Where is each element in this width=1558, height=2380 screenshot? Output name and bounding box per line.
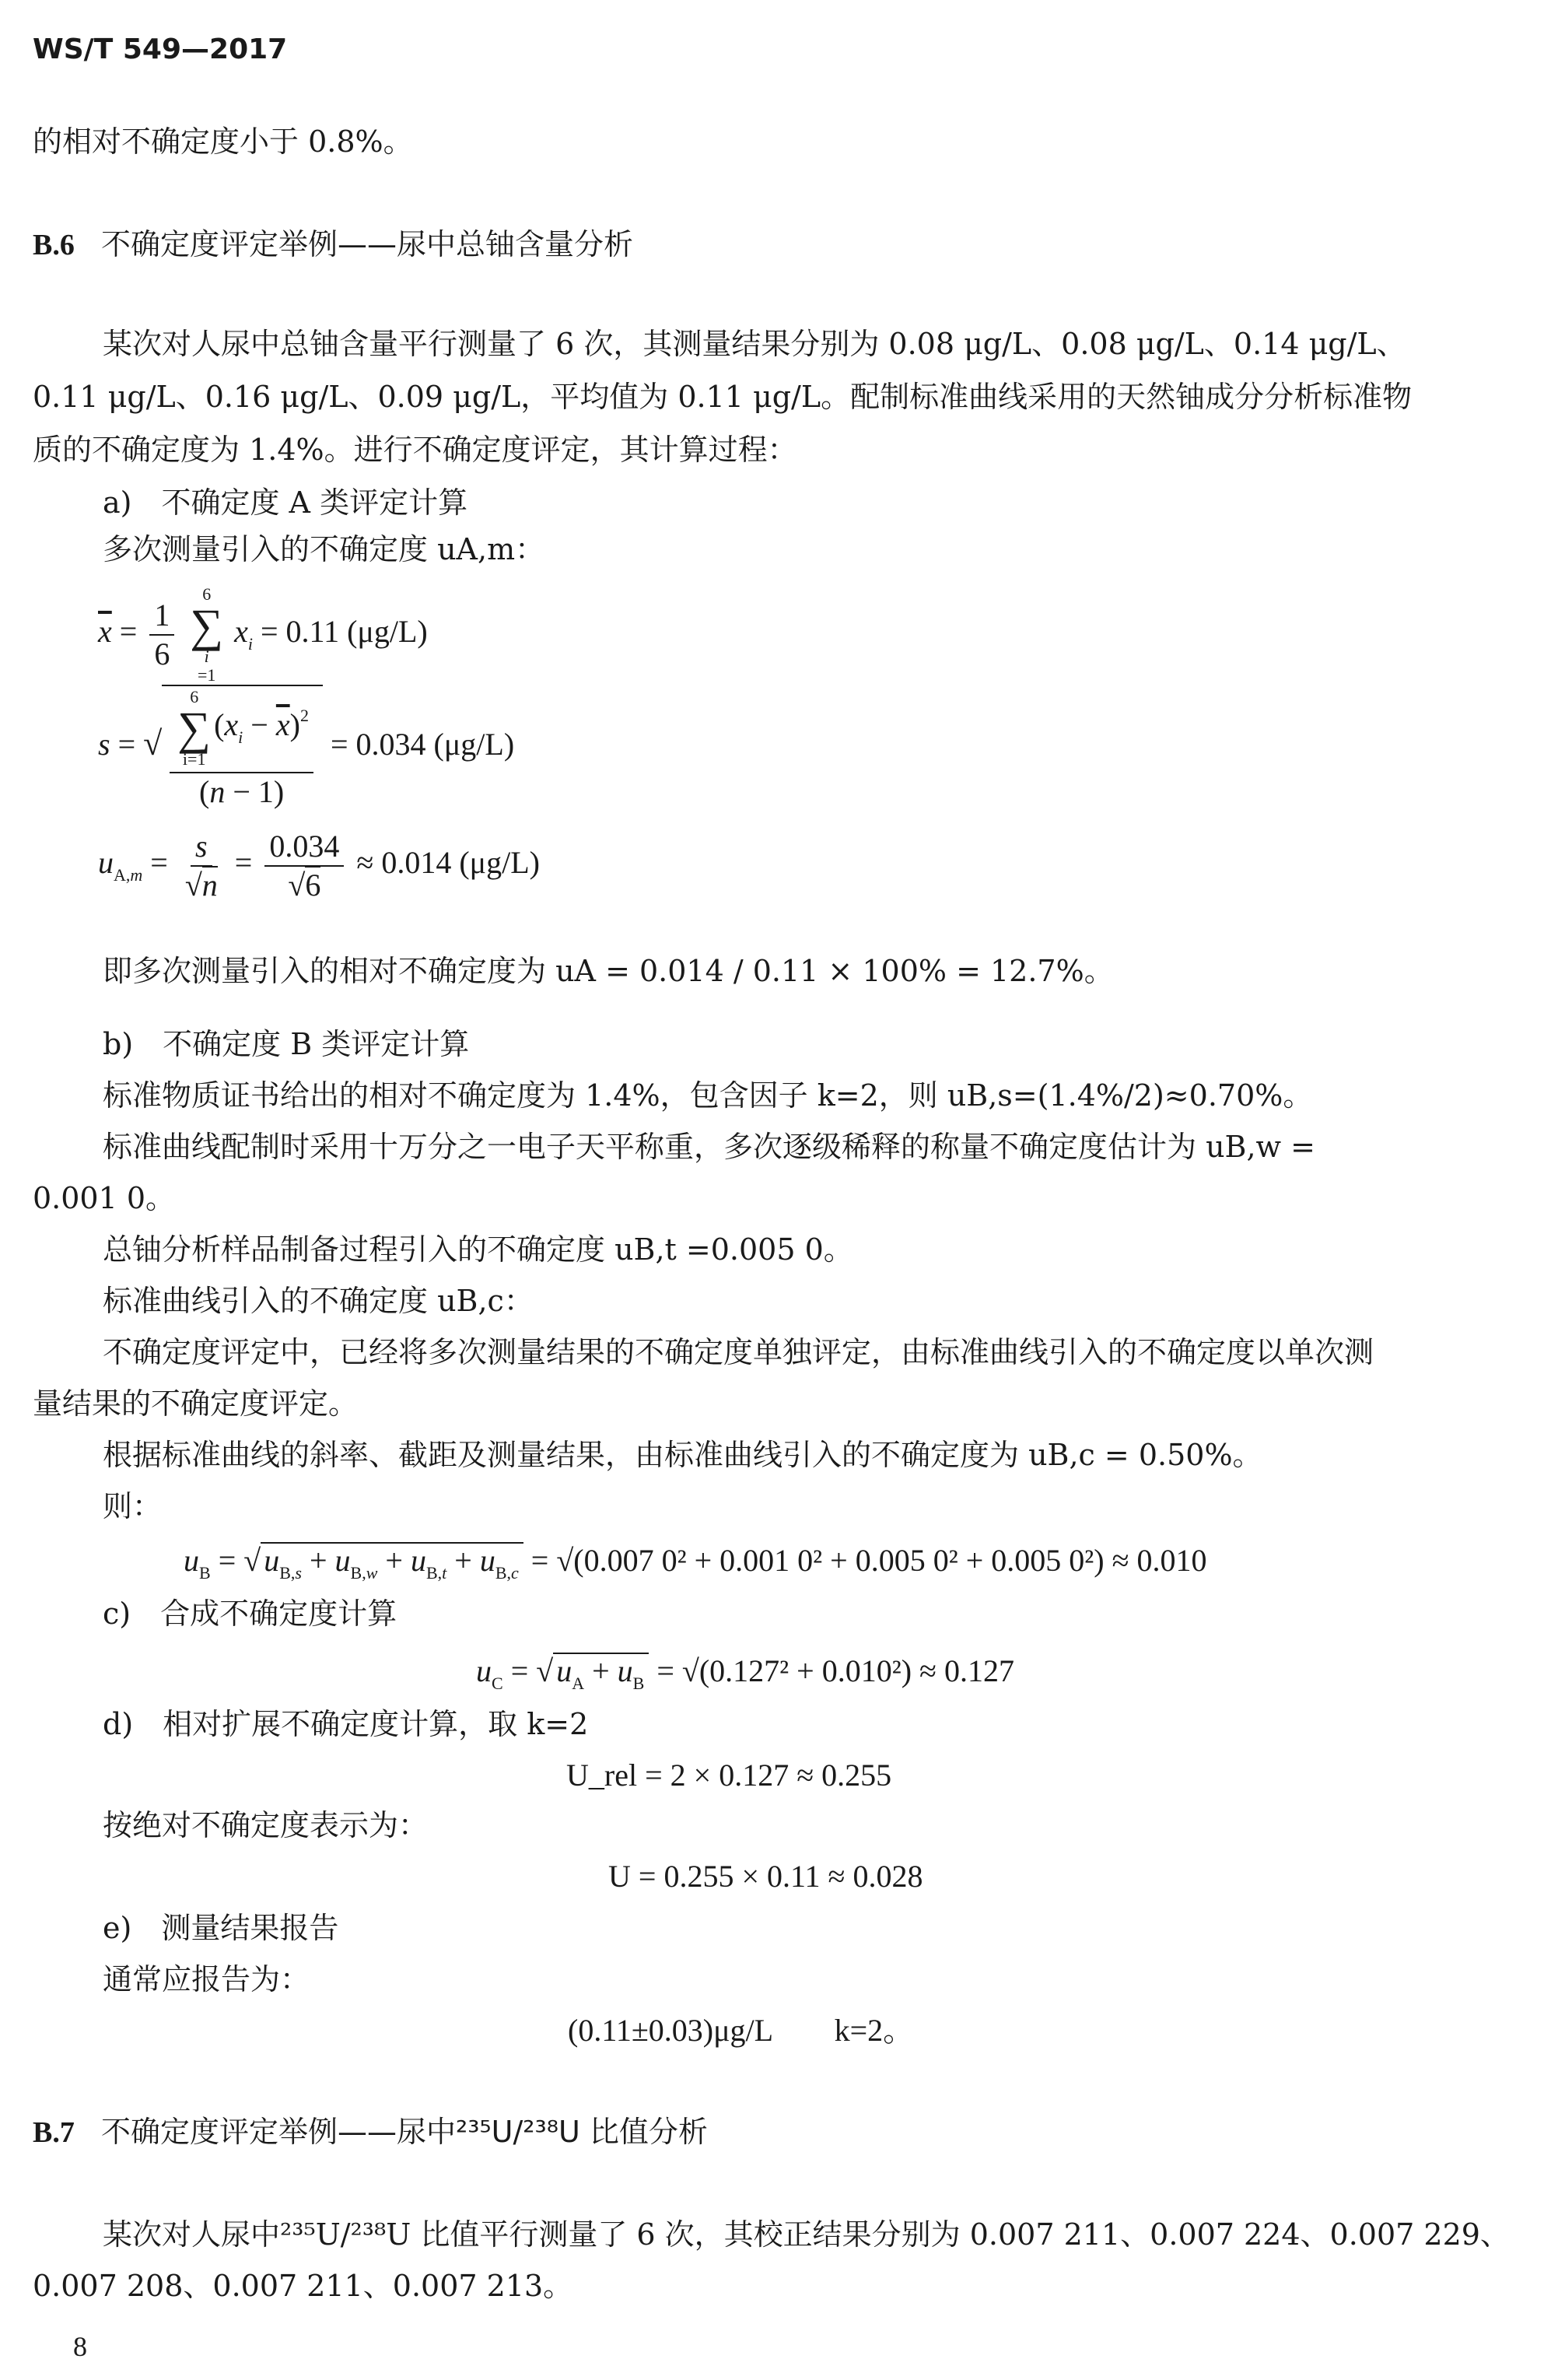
paragraph-line: 不确定度评定中，已经将多次测量结果的不确定度单独评定，由标准曲线引入的不确定度以单次测 <box>103 1335 1374 1369</box>
section-title: 不确定度评定举例——尿中²³⁵U/²³⁸U 比值分析 <box>100 2115 708 2149</box>
paragraph-line: 标准曲线引入的不确定度 uB,c： <box>103 1284 534 1318</box>
formula-report: (0.11±0.03)μg/L k=2。 <box>568 2013 915 2048</box>
formula-ub: $u_B$ = √ $u_{B,s} + u_{B,w} + u_{B,t} + u_{B,c} = √(0.007$ 0² + 0.001 0² + 0.005 0² + 0.005 0²) ≈ 0.010 <box>184 1543 1207 1583</box>
paragraph-line: 多次测量引入的不确定度 uA,m： <box>103 532 545 566</box>
paragraph-line: 通常应报告为： <box>103 1962 310 1996</box>
paragraph-line: 即多次测量引入的相对不确定度为 uA = 0.014 / 0.11 × 100% = 12.7%。 <box>103 954 1114 988</box>
list-item-e: e) 测量结果报告 <box>103 1911 339 1945</box>
paragraph-line: 标准曲线配制时采用十万分之一电子天平称重，多次逐级稀释的称量不确定度估计为 uB,w = <box>103 1130 1316 1164</box>
section-number: B.6 <box>33 229 75 261</box>
paragraph-line: 总铀分析样品制备过程引入的不确定度 uB,t =0.005 0。 <box>103 1232 853 1267</box>
paragraph-line: 某次对人尿中²³⁵U/²³⁸U 比值平行测量了 6 次，其校正结果分别为 0.007 211、0.007 224、0.007 229、 <box>103 2217 1510 2252</box>
formula-std-result: = 0.034 (μg/L) <box>330 727 515 762</box>
formula-uc-result: = √(0.127² + 0.010²) ≈ 0.127 <box>656 1653 1014 1688</box>
list-item-b: b) 不确定度 B 类评定计算 <box>103 1027 470 1061</box>
section-heading-b6 <box>33 226 633 264</box>
paragraph-line: 量结果的不确定度评定。 <box>33 1386 359 1421</box>
formula-uc: $u_C$ = √ $u_A + u_B = √(0.127^2 + 0.010^2) \approx 0.127$ <box>476 1653 1014 1693</box>
list-item-c: c) 合成不确定度计算 <box>103 1597 397 1631</box>
page-number: 8 <box>73 2331 87 2362</box>
paragraph-line: 质的不确定度为 1.4%。进行不确定度评定，其计算过程： <box>33 433 797 467</box>
formula-uam: $u_{A,m}$ = $\frac{s}{√n}$ = $\frac{0.034}{√6}$ ≈ 0.014 (μg/L) <box>98 829 540 903</box>
section-title: 不确定度评定举例——尿中总铀含量分析 <box>100 227 633 261</box>
formula-mean-result: = 0.11 (μg/L) <box>261 614 428 650</box>
formula-uam-result: ≈ 0.014 (μg/L) <box>356 845 540 881</box>
paragraph-continuation: 的相对不确定度小于 0.8%。 <box>33 124 413 159</box>
formula-ub-result: = √(0.007 0² + 0.001 0² + 0.005 0² + 0.005 0²) ≈ 0.010 <box>530 1543 1207 1578</box>
paragraph-line: 标准物质证书给出的相对不确定度为 1.4%，包含因子 k=2，则 uB,s=(1.4%/2)≈0.70%。 <box>103 1078 1313 1113</box>
formula-u-abs: U = 0.255 × 0.11 ≈ 0.028 <box>608 1859 923 1894</box>
section-heading-b7 <box>33 2113 708 2151</box>
list-item-d: d) 相对扩展不确定度计算，取 k=2 <box>103 1707 589 1741</box>
paragraph-line: 则： <box>103 1489 163 1523</box>
paragraph-line: 0.11 μg/L、0.16 μg/L、0.09 μg/L，平均值为 0.11 μg/L。配制标准曲线采用的天然铀成分分析标准物 <box>33 380 1413 414</box>
paragraph-line: 某次对人尿中总铀含量平行测量了 6 次，其测量结果分别为 0.08 μg/L、0.08 μg/L、0.14 μg/L、 <box>103 327 1406 361</box>
formula-std: s = √ 6 ∑ i=1 $(x_i - \overline{x})^2$ (n − 1) = 0.034 (μg/L) <box>98 685 514 808</box>
formula-urel: U_rel = 2 × 0.127 ≈ 0.255 <box>566 1758 892 1793</box>
paragraph-line: 0.007 208、0.007 211、0.007 213。 <box>33 2269 573 2303</box>
formula-mean: $\overline{x}$ = $\frac{1}{6}$ 6 ∑ i =1 $x_i = 0.11$ (μg/L) <box>98 584 428 685</box>
paragraph-line: 根据标准曲线的斜率、截距及测量结果，由标准曲线引入的不确定度为 uB,c = 0.50%。 <box>103 1438 1262 1472</box>
paragraph-line: 0.001 0。 <box>33 1181 176 1215</box>
paragraph-line: 按绝对不确定度表示为： <box>103 1808 429 1842</box>
section-number: B.7 <box>33 2116 75 2149</box>
running-header: WS/T 549—2017 <box>33 33 288 65</box>
list-item-a: a) 不确定度 A 类评定计算 <box>103 485 468 520</box>
